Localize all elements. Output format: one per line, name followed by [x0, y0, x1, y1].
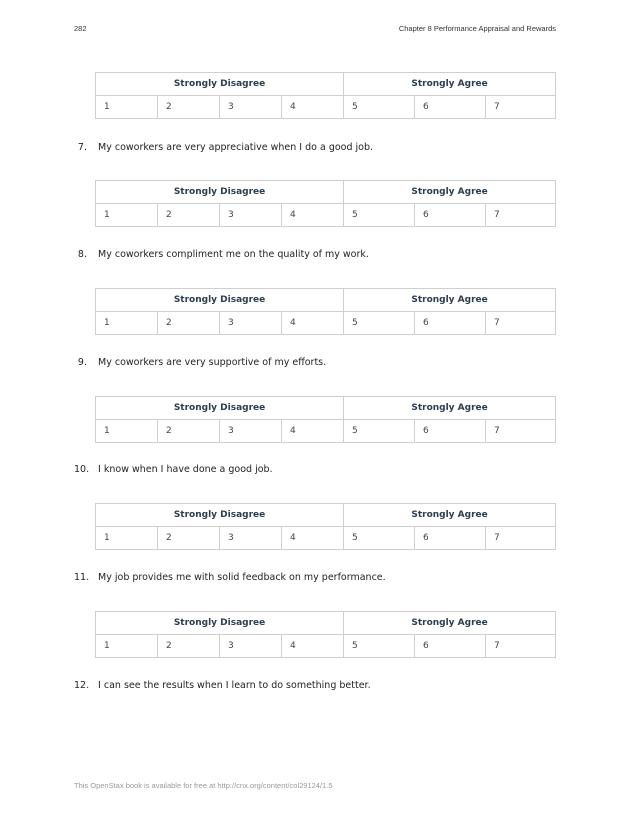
scale-header-agree: Strongly Agree	[344, 289, 556, 312]
scale-option-7[interactable]: 7	[486, 204, 556, 227]
scale-option-7[interactable]: 7	[486, 420, 556, 443]
question-item	[74, 464, 273, 475]
rating-scale-table	[95, 72, 556, 119]
scale-header-agree: Strongly Agree	[344, 73, 556, 96]
scale-header-disagree: Strongly Disagree	[96, 289, 344, 312]
question-text: I can see the results when I learn to do something better.	[98, 680, 371, 691]
scale-option-4[interactable]: 4	[282, 420, 344, 443]
rating-scale-table	[95, 180, 556, 227]
scale-header-disagree: Strongly Disagree	[96, 504, 344, 527]
scale-option-3[interactable]: 3	[220, 204, 282, 227]
scale-option-7[interactable]: 7	[486, 527, 556, 550]
scale-option-4[interactable]: 4	[282, 312, 344, 335]
rating-scale-table	[95, 611, 556, 658]
scale-option-6[interactable]: 6	[415, 527, 486, 550]
scale-header-disagree: Strongly Disagree	[96, 397, 344, 420]
question-item	[74, 680, 371, 691]
scale-option-2[interactable]: 2	[158, 96, 220, 119]
scale-option-2[interactable]: 2	[158, 527, 220, 550]
scale-option-3[interactable]: 3	[220, 312, 282, 335]
question-text: My job provides me with solid feedback on my performance.	[98, 572, 386, 583]
scale-option-1[interactable]: 1	[96, 635, 158, 658]
scale-option-1[interactable]: 1	[96, 312, 158, 335]
scale-header-disagree: Strongly Disagree	[96, 73, 344, 96]
question-number: 12.	[74, 680, 90, 691]
scale-header-agree: Strongly Agree	[344, 504, 556, 527]
scale-option-5[interactable]: 5	[344, 312, 415, 335]
scale-option-2[interactable]: 2	[158, 635, 220, 658]
question-item	[74, 142, 373, 153]
scale-option-6[interactable]: 6	[415, 96, 486, 119]
rating-scale-table	[95, 503, 556, 550]
question-text: I know when I have done a good job.	[98, 464, 273, 475]
question-number: 10.	[74, 464, 90, 475]
scale-option-7[interactable]: 7	[486, 96, 556, 119]
scale-option-2[interactable]: 2	[158, 204, 220, 227]
scale-option-3[interactable]: 3	[220, 527, 282, 550]
rating-scale-table	[95, 288, 556, 335]
scale-option-5[interactable]: 5	[344, 204, 415, 227]
question-item	[74, 249, 369, 260]
page-header	[74, 24, 556, 36]
scale-option-5[interactable]: 5	[344, 420, 415, 443]
scale-header-agree: Strongly Agree	[344, 397, 556, 420]
scale-option-1[interactable]: 1	[96, 204, 158, 227]
rating-scale-table	[95, 396, 556, 443]
scale-header-disagree: Strongly Disagree	[96, 612, 344, 635]
scale-option-3[interactable]: 3	[220, 635, 282, 658]
scale-option-6[interactable]: 6	[415, 635, 486, 658]
scale-option-6[interactable]: 6	[415, 204, 486, 227]
scale-option-7[interactable]: 7	[486, 635, 556, 658]
scale-header-agree: Strongly Agree	[344, 612, 556, 635]
question-text: My coworkers are very appreciative when I do a good job.	[98, 142, 374, 153]
scale-option-5[interactable]: 5	[344, 635, 415, 658]
scale-option-4[interactable]: 4	[282, 527, 344, 550]
scale-option-1[interactable]: 1	[96, 420, 158, 443]
scale-header-agree: Strongly Agree	[344, 181, 556, 204]
scale-option-4[interactable]: 4	[282, 635, 344, 658]
scale-option-1[interactable]: 1	[96, 527, 158, 550]
scale-option-2[interactable]: 2	[158, 420, 220, 443]
page-footer: This OpenStax book is available for free at http://cnx.org/content/col29124/1.5	[74, 781, 333, 790]
scale-option-3[interactable]: 3	[220, 420, 282, 443]
scale-option-5[interactable]: 5	[344, 96, 415, 119]
scale-option-2[interactable]: 2	[158, 312, 220, 335]
question-number: 11.	[74, 572, 90, 583]
question-item	[74, 357, 326, 368]
scale-option-7[interactable]: 7	[486, 312, 556, 335]
scale-option-6[interactable]: 6	[415, 312, 486, 335]
scale-option-6[interactable]: 6	[415, 420, 486, 443]
scale-option-5[interactable]: 5	[344, 527, 415, 550]
chapter-title: Chapter 8 Performance Appraisal and Rewards	[398, 24, 556, 33]
page-number: 282	[74, 24, 87, 33]
question-number: 8.	[77, 249, 87, 260]
question-number: 7.	[77, 142, 87, 153]
question-number: 9.	[77, 357, 87, 368]
question-text: My coworkers are very supportive of my efforts.	[98, 357, 327, 368]
scale-option-1[interactable]: 1	[96, 96, 158, 119]
scale-option-4[interactable]: 4	[282, 96, 344, 119]
scale-header-disagree: Strongly Disagree	[96, 181, 344, 204]
question-item	[74, 572, 386, 583]
scale-option-3[interactable]: 3	[220, 96, 282, 119]
question-text: My coworkers compliment me on the quality of my work.	[98, 249, 369, 260]
scale-option-4[interactable]: 4	[282, 204, 344, 227]
